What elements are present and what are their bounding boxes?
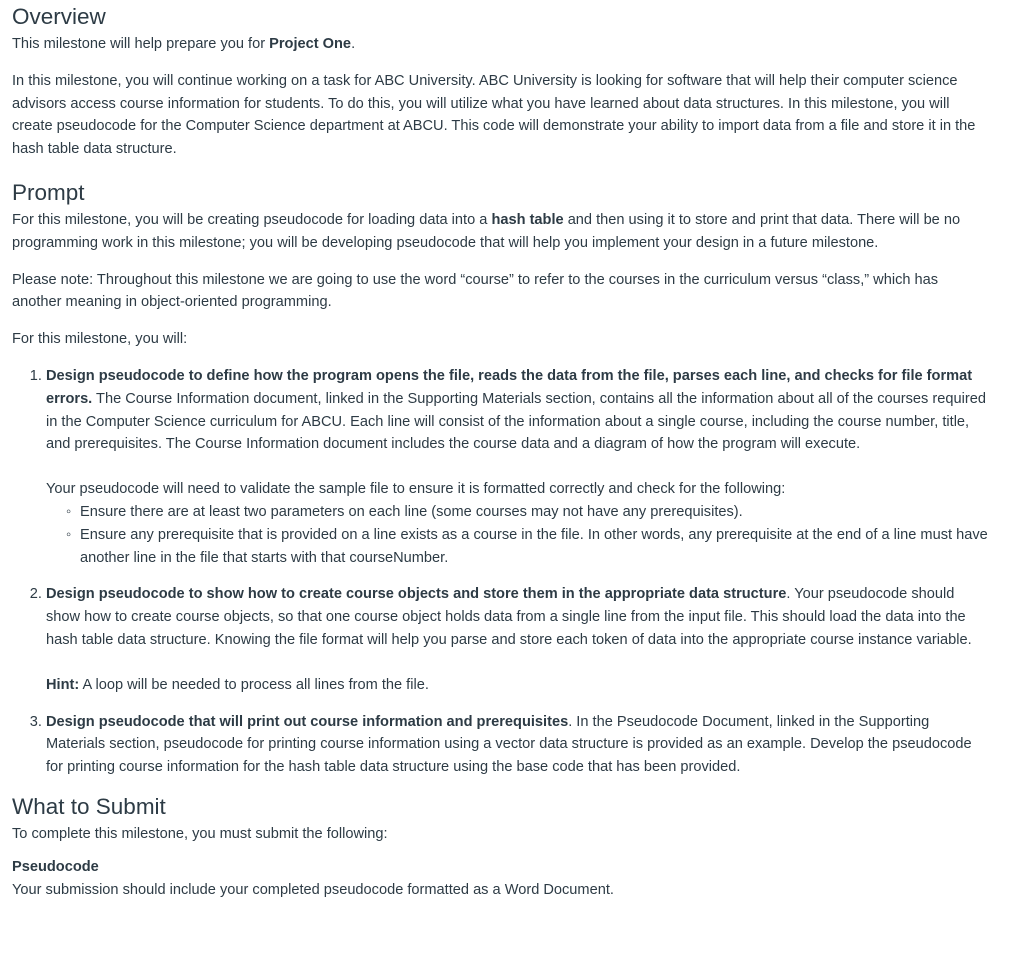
prompt-paragraph-2: Please note: Throughout this milestone we are going to use the word “course” to refer to the courses in the curriculum versus “class,” which has another meaning in object-oriented programming. <box>12 271 939 311</box>
validation-bullet-1: ◦ Ensure there are at least two parameters on each line (some courses may not have any prerequisites). <box>68 501 988 524</box>
overview-intro: This milestone will help prepare you for Project One. <box>12 36 356 52</box>
submit-intro: To complete this milestone, you must submit the following: <box>12 825 388 842</box>
overview-heading: Overview <box>12 4 106 29</box>
task-item-2: 2. Design pseudocode to show how to create course objects and store them in the appropriate data structure. Your pseudocode should show how to create course objects, so that one course object holds data from a single line from the input file. This should load the data into the hash table data structure. Knowing the file format will help you parse and store each token of data into the appropriate course instance variable. Hint: A loop will be needed to process all lines from the file. <box>46 583 988 696</box>
pseudocode-subheading: Pseudocode <box>12 858 99 875</box>
task-item-3: 3. Design pseudocode that will print out course information and prerequisites. In the Pseudocode Document, linked in the Supporting Materials section, pseudocode for printing course information using a vector data structure is provided as an example. Develop the pseudocode for printing course information for the hash table data structure using the base code that has been provided. <box>46 711 988 779</box>
prompt-heading: Prompt <box>12 179 85 205</box>
prompt-section <box>12 179 988 779</box>
submit-description: Your submission should include your completed pseudocode formatted as a Word Document. <box>12 881 614 898</box>
overview-section <box>12 3 988 161</box>
validation-checklist <box>46 501 988 569</box>
prompt-paragraph-3: For this milestone, you will: <box>12 331 188 348</box>
hint-text: Hint: A loop will be needed to process all lines from the file. <box>46 676 429 693</box>
submit-heading: What to Submit <box>12 793 166 819</box>
assignment-page <box>0 3 1000 901</box>
task-item-1: 1. Design pseudocode to define how the program opens the file, reads the data from the file, parses each line, and checks for file format errors. The Course Information document, linked in the Supporting Materials section, contains all the information about all of the courses required in the Computer Science curriculum for ABCU. Each line will consist of the information about a single course, including the course number, title, and prerequisites. The Course Information document includes the course data and a diagram of how the program will execute. Your pseudocode will need to validate the sample file to ensure it is formatted correctly and check for the following: ◦ Ensure there are at least two parameters on each line (some courses may not have any prerequisites). ◦ Ensure any prerequisite that is provided on a line exists as a course in the file. In other words, any prerequisite at the end of a line must have another line in the file that starts with that courseNumber. <box>46 365 988 569</box>
submit-section <box>12 793 988 901</box>
milestone-task-list <box>12 365 988 779</box>
prompt-paragraph-1: For this milestone, you will be creating pseudocode for loading data into a hash table and then using it to store and print that data. There will be no programming work in this milestone; you will be developing pseudocode that will help you implement your design in a future milestone. <box>12 211 961 251</box>
validation-bullet-2: ◦ Ensure any prerequisite that is provided on a line exists as a course in the file. In other words, any prerequisite at the end of a line must have another line in the file that starts with that courseNumber. <box>68 524 988 570</box>
validation-intro: Your pseudocode will need to validate the sample file to ensure it is formatted correctly and check for the following: <box>46 481 786 498</box>
overview-paragraph: In this milestone, you will continue working on a task for ABC University. ABC University is looking for software that will help their computer science advisors access course information for students. To do this, you will utilize what you have learned about data structures. In this milestone, you will create pseudocode for the Computer Science department at ABCU. This code will demonstrate your ability to import data from a file and store it in the hash table data structure. <box>12 72 976 158</box>
